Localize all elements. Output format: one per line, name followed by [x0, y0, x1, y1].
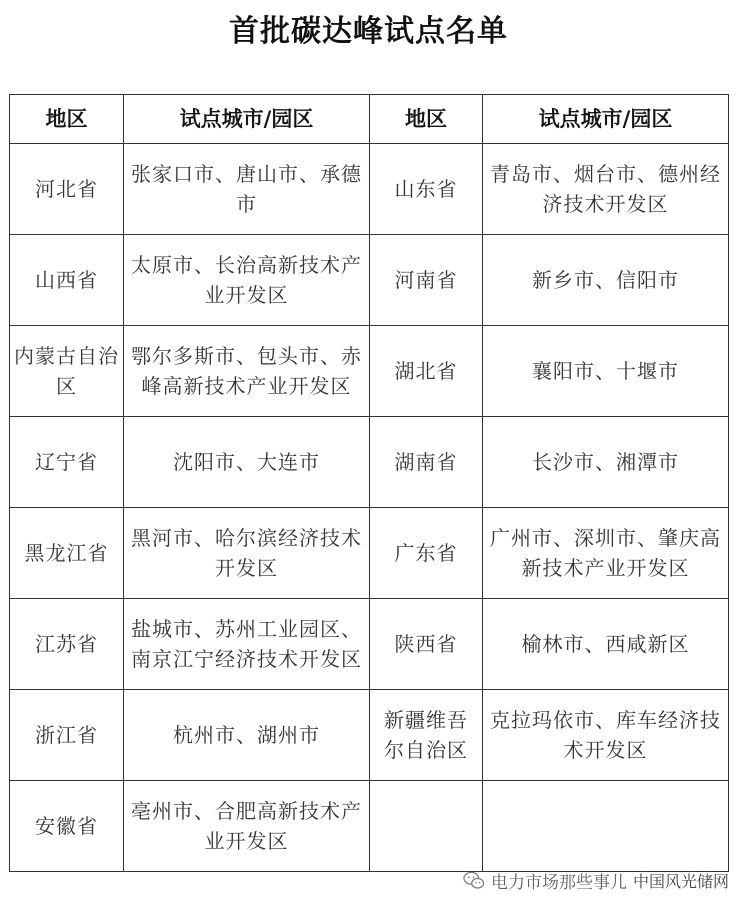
region-cell: 陕西省: [370, 599, 483, 690]
cities-cell: 鄂尔多斯市、包头市、赤峰高新技术产业开发区: [124, 326, 370, 417]
cities-cell: 长沙市、湘潭市: [483, 417, 729, 508]
region-cell: 新疆维吾尔自治区: [370, 690, 483, 781]
cities-cell: 榆林市、西咸新区: [483, 599, 729, 690]
cities-cell: 黑河市、哈尔滨经济技术开发区: [124, 508, 370, 599]
watermark-account: 电力市场那些事儿: [490, 873, 627, 893]
region-cell: 黑龙江省: [10, 508, 124, 599]
region-cell: 辽宁省: [10, 417, 124, 508]
region-cell: 安徽省: [10, 781, 124, 872]
region-cell: 江苏省: [10, 599, 124, 690]
pilot-list-table: [9, 94, 729, 872]
cities-cell: 克拉玛依市、库车经济技术开发区: [483, 690, 729, 781]
region-cell: 河北省: [10, 144, 124, 235]
cities-cell: 杭州市、湖州市: [124, 690, 370, 781]
cities-cell: 太原市、长治高新技术产业开发区: [124, 235, 370, 326]
header-region-right: 地区: [370, 95, 483, 144]
table-row: [10, 417, 729, 508]
cities-cell: 张家口市、唐山市、承德市: [124, 144, 370, 235]
table-header-row: [10, 95, 729, 144]
region-cell: 浙江省: [10, 690, 124, 781]
table-row: [10, 144, 729, 235]
cities-cell: 青岛市、烟台市、德州经济技术开发区: [483, 144, 729, 235]
region-cell: [370, 781, 483, 872]
header-region-left: 地区: [10, 95, 124, 144]
region-cell: 山西省: [10, 235, 124, 326]
cities-cell: [483, 781, 729, 872]
page-title: 首批碳达峰试点名单: [229, 14, 508, 49]
region-cell: 河南省: [370, 235, 483, 326]
cities-cell: 新乡市、信阳市: [483, 235, 729, 326]
cities-cell: 广州市、深圳市、肇庆高新技术产业开发区: [483, 508, 729, 599]
header-cities-left: 试点城市/园区: [124, 95, 370, 144]
table-row: [10, 326, 729, 417]
region-cell: 湖北省: [370, 326, 483, 417]
watermark: [463, 868, 729, 893]
table-row: [10, 781, 729, 872]
region-cell: 广东省: [370, 508, 483, 599]
region-cell: 内蒙古自治区: [10, 326, 124, 417]
table-row: [10, 508, 729, 599]
cities-cell: 盐城市、苏州工业园区、南京江宁经济技术开发区: [124, 599, 370, 690]
table-row: [10, 599, 729, 690]
table-row: [10, 690, 729, 781]
table-row: [10, 235, 729, 326]
cities-cell: 襄阳市、十堰市: [483, 326, 729, 417]
cities-cell: 亳州市、合肥高新技术产业开发区: [124, 781, 370, 872]
watermark-site: 中国风光储网: [632, 872, 729, 891]
cities-cell: 沈阳市、大连市: [124, 417, 370, 508]
wechat-icon: [463, 871, 485, 891]
region-cell: 湖南省: [370, 417, 483, 508]
header-cities-right: 试点城市/园区: [483, 95, 729, 144]
region-cell: 山东省: [370, 144, 483, 235]
